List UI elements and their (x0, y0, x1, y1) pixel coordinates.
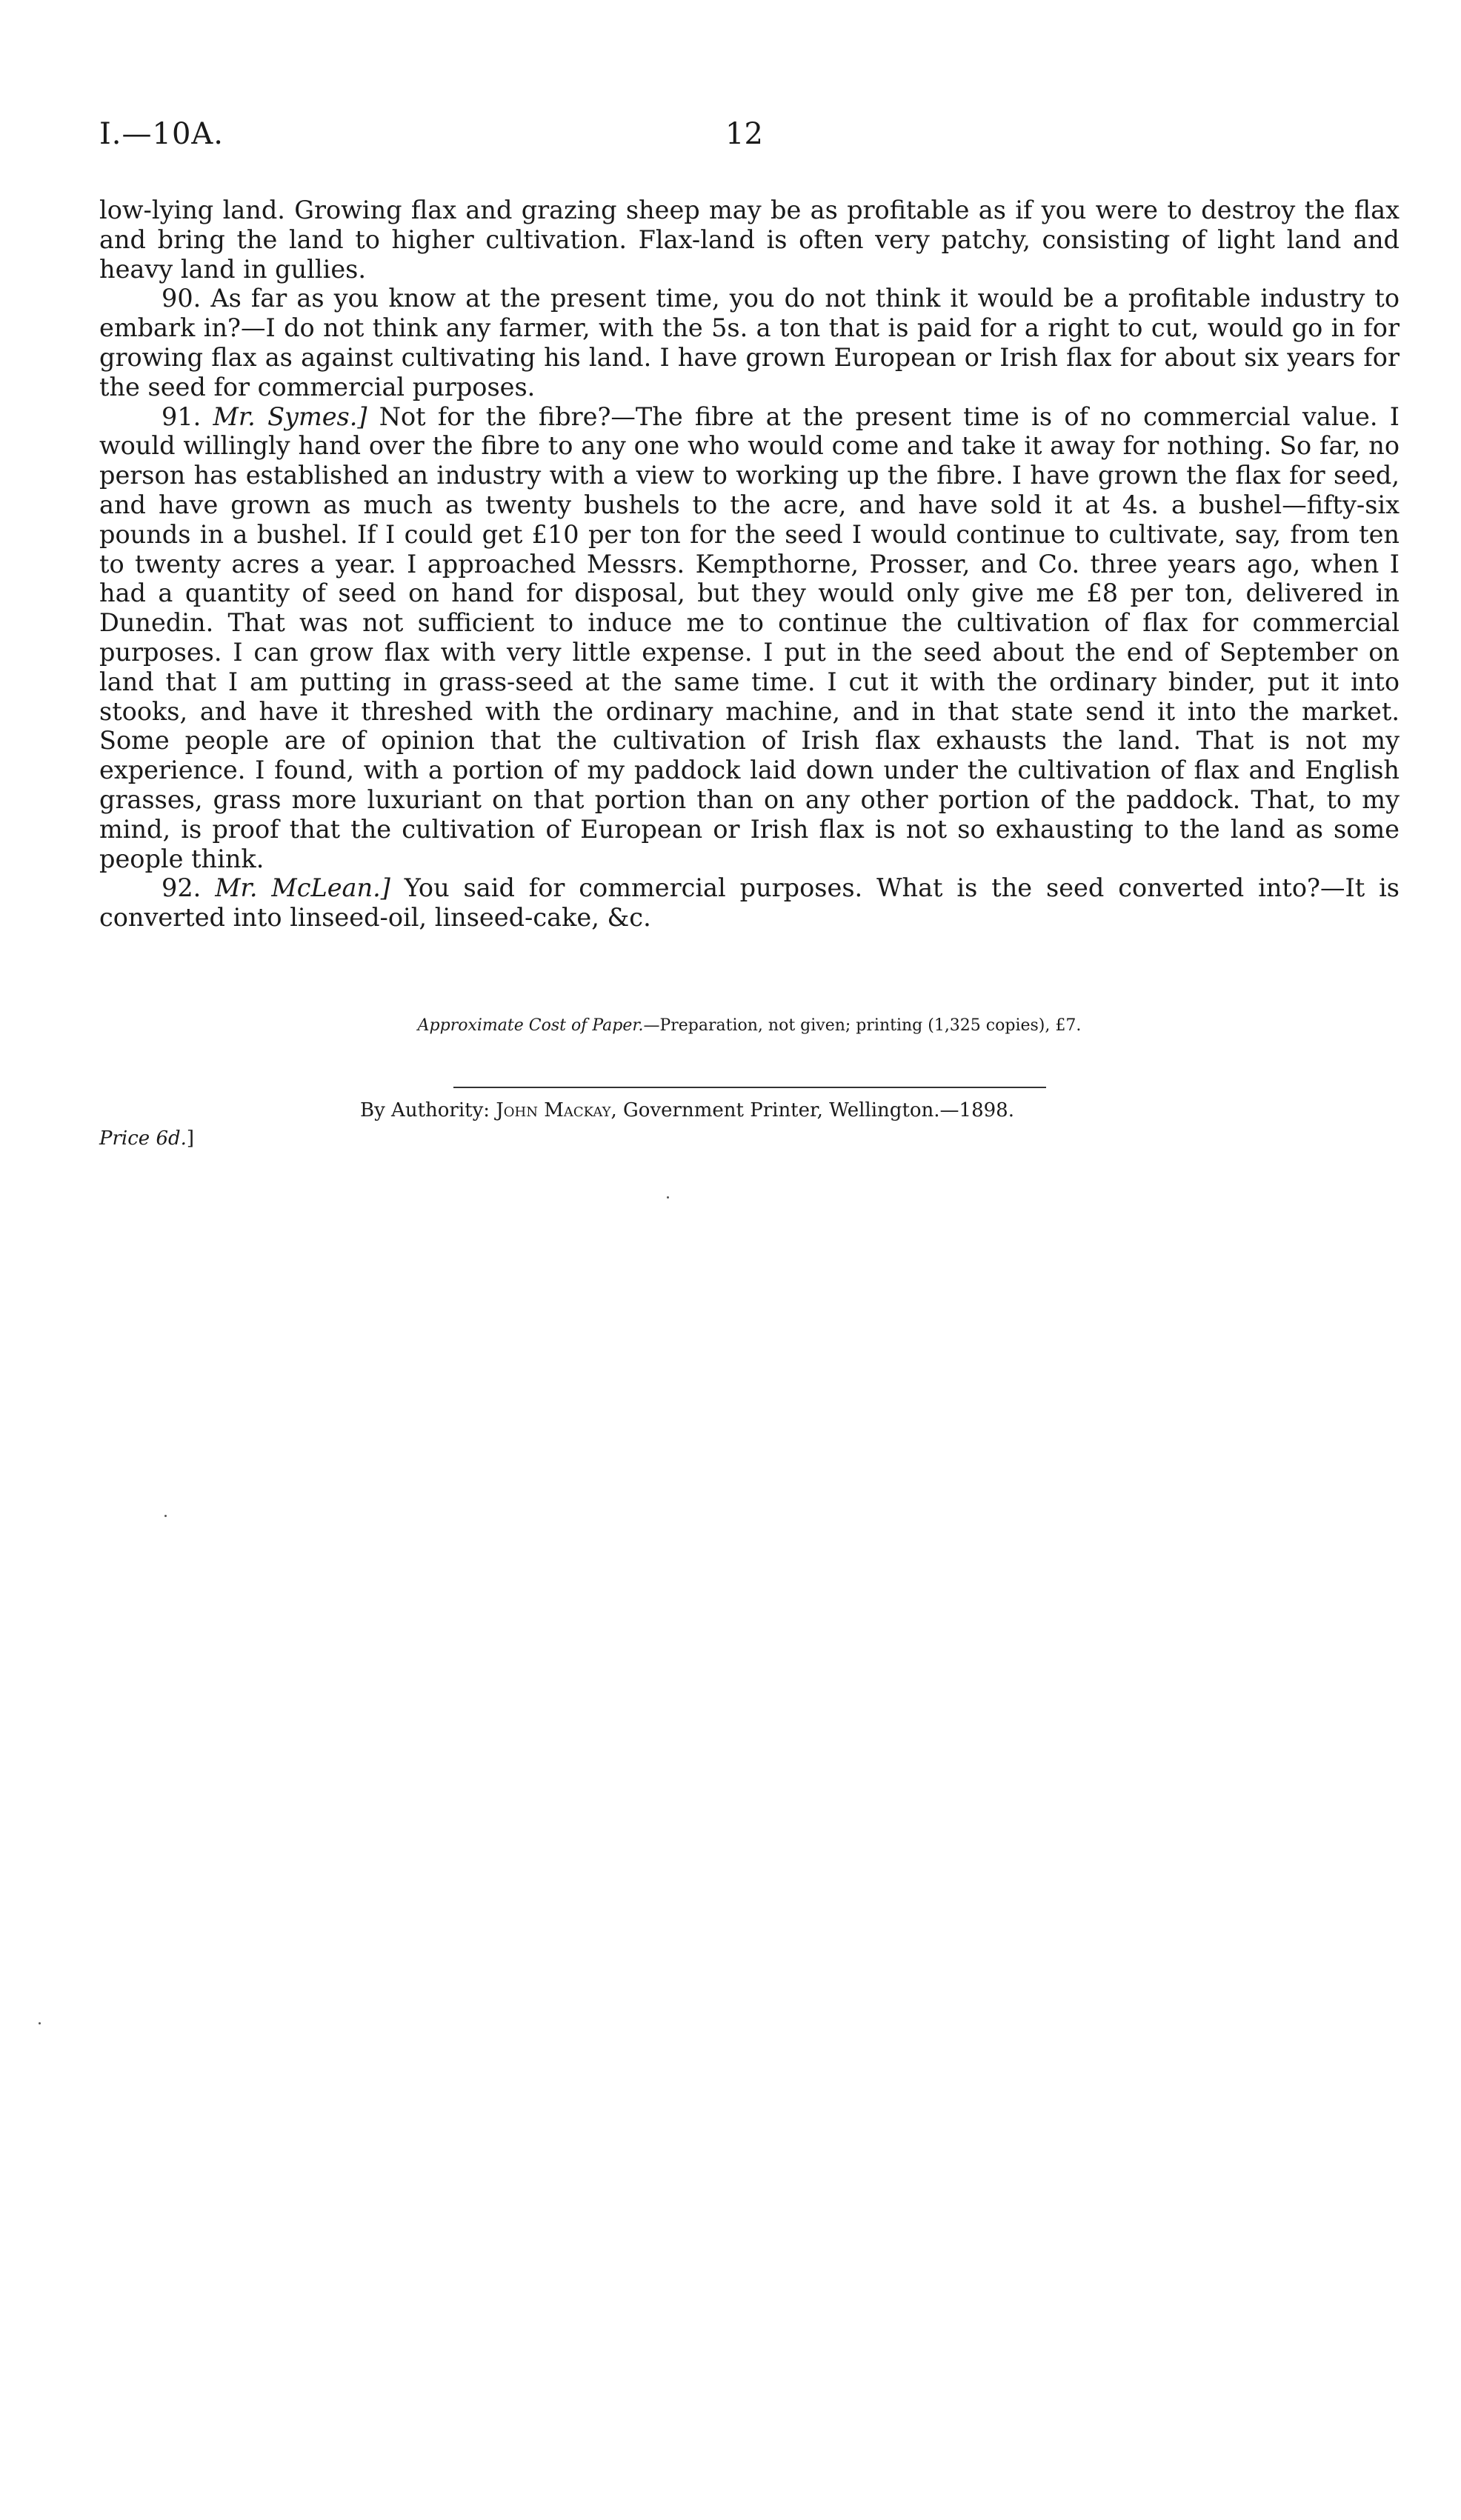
paragraph-text: Not for the fibre?—The fibre at the present time is of no commercial value. I would willingly hand over the fibre to any one who would come and take it away for nothing. So far, no person has established an industry with a view to working up the fibre. I have grown the flax for seed, and have grown as much as twenty bushels to the acre, and have sold it at 4s. a bushel—fifty-six pounds in a bushel. If I could get £10 per ton for the seed I would continue to cultivate, say, from ten to twenty acres a year. I approached Messrs. Kempthorne, Prosser, and Co. three years ago, when I had a quantity of seed on hand for disposal, but they would only give me £8 per ton, delivered in Dunedin. That was not sufficient to induce me to continue the cultivation of flax for commercial purposes. I can grow flax with very little expense. I put in the seed about the end of September on land that I am putting in grass-seed at the same time. I cut it with the ordinary binder, put it into stooks, and have it threshed with the ordinary machine, and in that state send it into the market. Some people are of opinion that the cultivation of Irish flax exhausts the land. That is not my experience. I found, with a portion of my paddock laid down under the cultivation of flax and English grasses, grass more luxuriant on that portion than on any other portion of the paddock. That, to my mind, is proof that the cultivation of European or Irish flax is not so exhausting to the land as some people think. (99, 401, 1400, 873)
scan-speck (39, 2022, 41, 2024)
paragraph-92 (99, 873, 1400, 933)
scan-speck (667, 1196, 669, 1199)
page-number: 12 (725, 117, 763, 151)
document-reference: I.—10A. (99, 117, 224, 151)
footer-rule (453, 1087, 1046, 1088)
paragraph-continuation: low-lying land. Growing flax and grazing sheep may be as profitable as if you were to destroy the flax and bring the land to higher cultivation. Flax-land is often very patchy, consisting of light land and heavy land in gullies. (99, 196, 1400, 284)
price-label: Price 6d. (99, 1127, 187, 1150)
paragraph-text: You said for commercial purposes. What is the seed converted into?—It is converted into linseed-oil, linseed-cake, &c. (99, 873, 1400, 933)
printer-authority (360, 1099, 1014, 1121)
question-number: 91. (162, 401, 202, 431)
cost-label: Approximate Cost of Paper. (417, 1016, 644, 1035)
printing-cost-note (99, 1016, 1400, 1035)
speaker-name: Mr. Symes.] (213, 401, 367, 431)
page-header (99, 117, 1400, 161)
question-number: 92. (162, 873, 202, 903)
paragraph-91 (99, 402, 1400, 874)
scan-speck (164, 1515, 167, 1517)
paragraph-90: 90. As far as you know at the present time, you do not think it would be a profitable industry to embark in?—I do not think any farmer, with the 5s. a ton that is paid for a right to cut, would go in for growing flax as against cultivating his land. I have grown European or Irish flax for about six years for the seed for commercial purposes. (99, 284, 1400, 401)
printer-name: John Mackay (496, 1099, 611, 1121)
authority-suffix: , Government Printer, Wellington.—1898. (610, 1099, 1014, 1121)
authority-prefix: By Authority: (360, 1099, 496, 1121)
price-note (99, 1127, 194, 1150)
price-bracket: ] (186, 1127, 195, 1150)
cost-text: —Preparation, not given; printing (1,325 copies), £7. (643, 1016, 1082, 1035)
speaker-name: Mr. McLean.] (215, 873, 390, 903)
body-text (99, 196, 1400, 933)
